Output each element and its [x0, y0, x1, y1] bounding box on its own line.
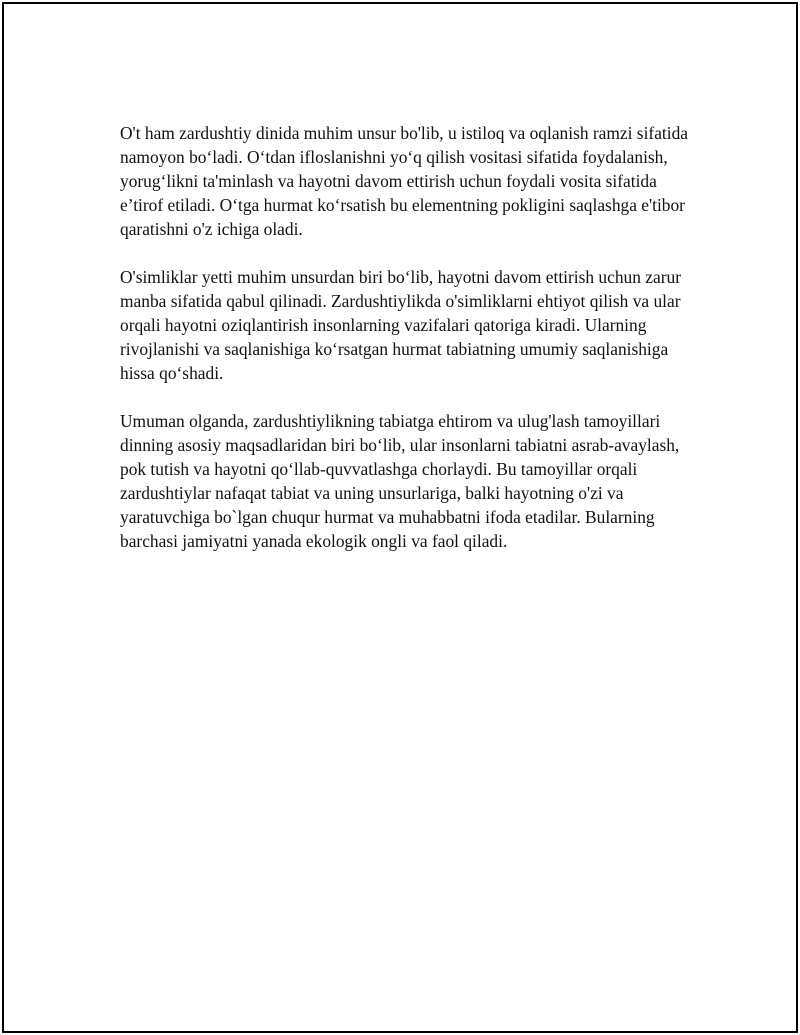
paragraph-fire: O't ham zardushtiy dinida muhim unsur bo'lib, u istiloq va oqlanish ramzi sifatida namoyon bo‘ladi. O‘tdan ifloslanishni yo‘q qilish vositasi sifatida foydalanish, yorug‘likni ta'minlash va hayotni davom ettirish uchun foydali vosita sifatida e’tirof etiladi. O‘tga hurmat ko‘rsatish bu elementning pokligini saqlashga e'tibor qaratishni o'z ichiga oladi. [120, 123, 688, 239]
paragraph-plants: O'simliklar yetti muhim unsurdan biri bo‘lib, hayotni davom ettirish uchun zarur manba sifatida qabul qilinadi. Zardushtiylikda o'simliklarni ehtiyot qilish va ular orqali hayotni oziqlantirish insonlarning vazifalari qatoriga kiradi. Ularning rivojlanishi va saqlanishiga ko‘rsatgan hurmat tabiatning umumiy saqlanishiga hissa qo‘shadi. [120, 267, 681, 383]
document-body [120, 121, 690, 577]
document-page [2, 2, 798, 1033]
paragraph-conclusion: Umuman olganda, zardushtiylikning tabiatga ehtirom va ulug'lash tamoyillari dinning asosiy maqsadlaridan biri bo‘lib, ular insonlarni tabiatni asrab-avaylash, pok tutish va hayotni qo‘llab-quvvatlashga chorlaydi. Bu tamoyillar orqali zardushtiylar nafaqat tabiat va uning unsurlariga, balki hayotning o'zi va yaratuvchiga bo`lgan chuqur hurmat va muhabbatni ifoda etadilar. Bularning barchasi jamiyatni yanada ekologik ongli va faol qiladi. [120, 411, 680, 551]
